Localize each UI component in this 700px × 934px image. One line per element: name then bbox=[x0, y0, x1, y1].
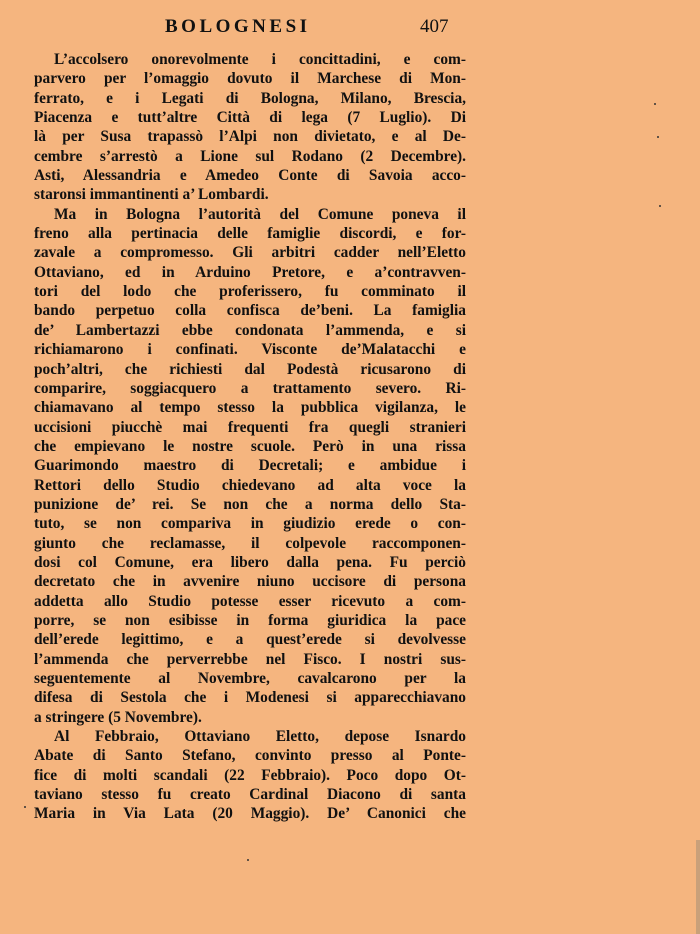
text-line: fice di molti scandali (22 Febbraio). Poco dopo Ot- bbox=[34, 766, 466, 784]
page-edge bbox=[696, 840, 700, 934]
text-line: l’ammenda che perverrebbe nel Fisco. I nostri sus- bbox=[34, 650, 466, 668]
text-line: difesa di Sestola che i Modenesi si apparecchiavano bbox=[34, 689, 466, 707]
text-line: tori del lodo che proferissero, fu comminato il bbox=[34, 283, 466, 301]
running-title: BOLOGNESI bbox=[165, 16, 311, 37]
text-line: uccisioni piucchè mai frequenti fra quegli stranieri bbox=[34, 418, 466, 436]
paper-speck bbox=[659, 205, 661, 207]
page-number: 407 bbox=[420, 16, 449, 37]
text-line: Ottaviano, ed in Arduino Pretore, e a’contravven- bbox=[34, 263, 466, 281]
text-line: dell’erede legittimo, e a quest’erede si devolvesse bbox=[34, 631, 466, 649]
text-line: Abate di Santo Stefano, convinto presso al Ponte- bbox=[34, 747, 466, 765]
page-header bbox=[0, 14, 700, 44]
text-line: de’ Lambertazzi ebbe condonata l’ammenda, e si bbox=[34, 321, 466, 339]
text-line: freno alla pertinacia delle famiglie discordi, e for- bbox=[34, 225, 466, 243]
text-line: richiamarono i confinati. Visconte de’Malatacchi e bbox=[34, 341, 466, 359]
body-text bbox=[34, 50, 466, 824]
text-line: L’accolsero onorevolmente i concittadini, e com- bbox=[54, 51, 466, 68]
text-line: Rettori dello Studio chiedevano ad alta voce la bbox=[34, 476, 466, 494]
text-line: Maria in Via Lata (20 Maggio). De’ Canonici che bbox=[34, 805, 466, 823]
text-line: dosi col Comune, era libero dalla pena. Fu perciò bbox=[34, 553, 466, 571]
text-line: addetta allo Studio potesse esser ricevuto a com- bbox=[34, 592, 466, 610]
text-line: Al Febbraio, Ottaviano Eletto, depose Isnardo bbox=[54, 728, 466, 746]
paper-speck bbox=[657, 136, 659, 138]
text-line: punizione de’ rei. Se non che a norma dello Sta- bbox=[34, 495, 466, 513]
text-line: tuto, se non compariva in giudizio erede o con- bbox=[34, 515, 466, 533]
text-line: porre, se non esibisse in forma giuridica la pace bbox=[34, 611, 466, 629]
text-line: bando perpetuo colla confisca de’beni. La famiglia bbox=[34, 302, 466, 320]
text-line: decretato che in avvenire niuno uccisore di persona bbox=[34, 573, 466, 591]
text-line: Guarimondo maestro di Decretali; e ambidue i bbox=[34, 457, 466, 475]
text-line: poch’altri, che richiesti dal Podestà ricusarono di bbox=[34, 360, 466, 378]
text-line: Asti, Alessandria e Amedeo Conte di Savoia acco- bbox=[34, 167, 466, 185]
paper-speck bbox=[654, 103, 656, 105]
text-line: comparire, soggiacquero a trattamento severo. Ri- bbox=[34, 379, 466, 397]
text-line: là per Susa trapassò l’Alpi non divietato, e al De- bbox=[34, 128, 466, 146]
text-line: taviano stesso fu creato Cardinal Diacono di santa bbox=[34, 786, 466, 804]
text-line: chiamavano al tempo stesso la pubblica vigilanza, le bbox=[34, 399, 466, 417]
text-line: zavale a compromesso. Gli arbitri cadder nell’Eletto bbox=[34, 244, 466, 262]
text-line: parvero per l’omaggio dovuto il Marchese di Mon- bbox=[34, 70, 466, 88]
paper-speck bbox=[24, 806, 26, 808]
text-line: staronsi immantinenti a’ Lombardi. bbox=[34, 186, 269, 204]
text-line: che empievano le nostre scuole. Però in una rissa bbox=[34, 437, 466, 455]
paper-speck bbox=[247, 859, 249, 861]
text-line: ferrato, e i Legati di Bologna, Milano, Brescia, bbox=[34, 89, 466, 107]
text-line: Ma in Bologna l’autorità del Comune poneva il bbox=[54, 205, 466, 223]
text-line: a stringere (5 Novembre). bbox=[34, 708, 202, 726]
text-line: seguentemente al Novembre, cavalcarono per la bbox=[34, 670, 466, 687]
text-line: giunto che reclamasse, il colpevole raccomponen- bbox=[34, 534, 466, 552]
text-line: cembre s’arrestò a Lione sul Rodano (2 Decembre). bbox=[34, 147, 466, 165]
text-line: Piacenza e tutt’altre Città di lega (7 Luglio). Di bbox=[34, 109, 466, 127]
